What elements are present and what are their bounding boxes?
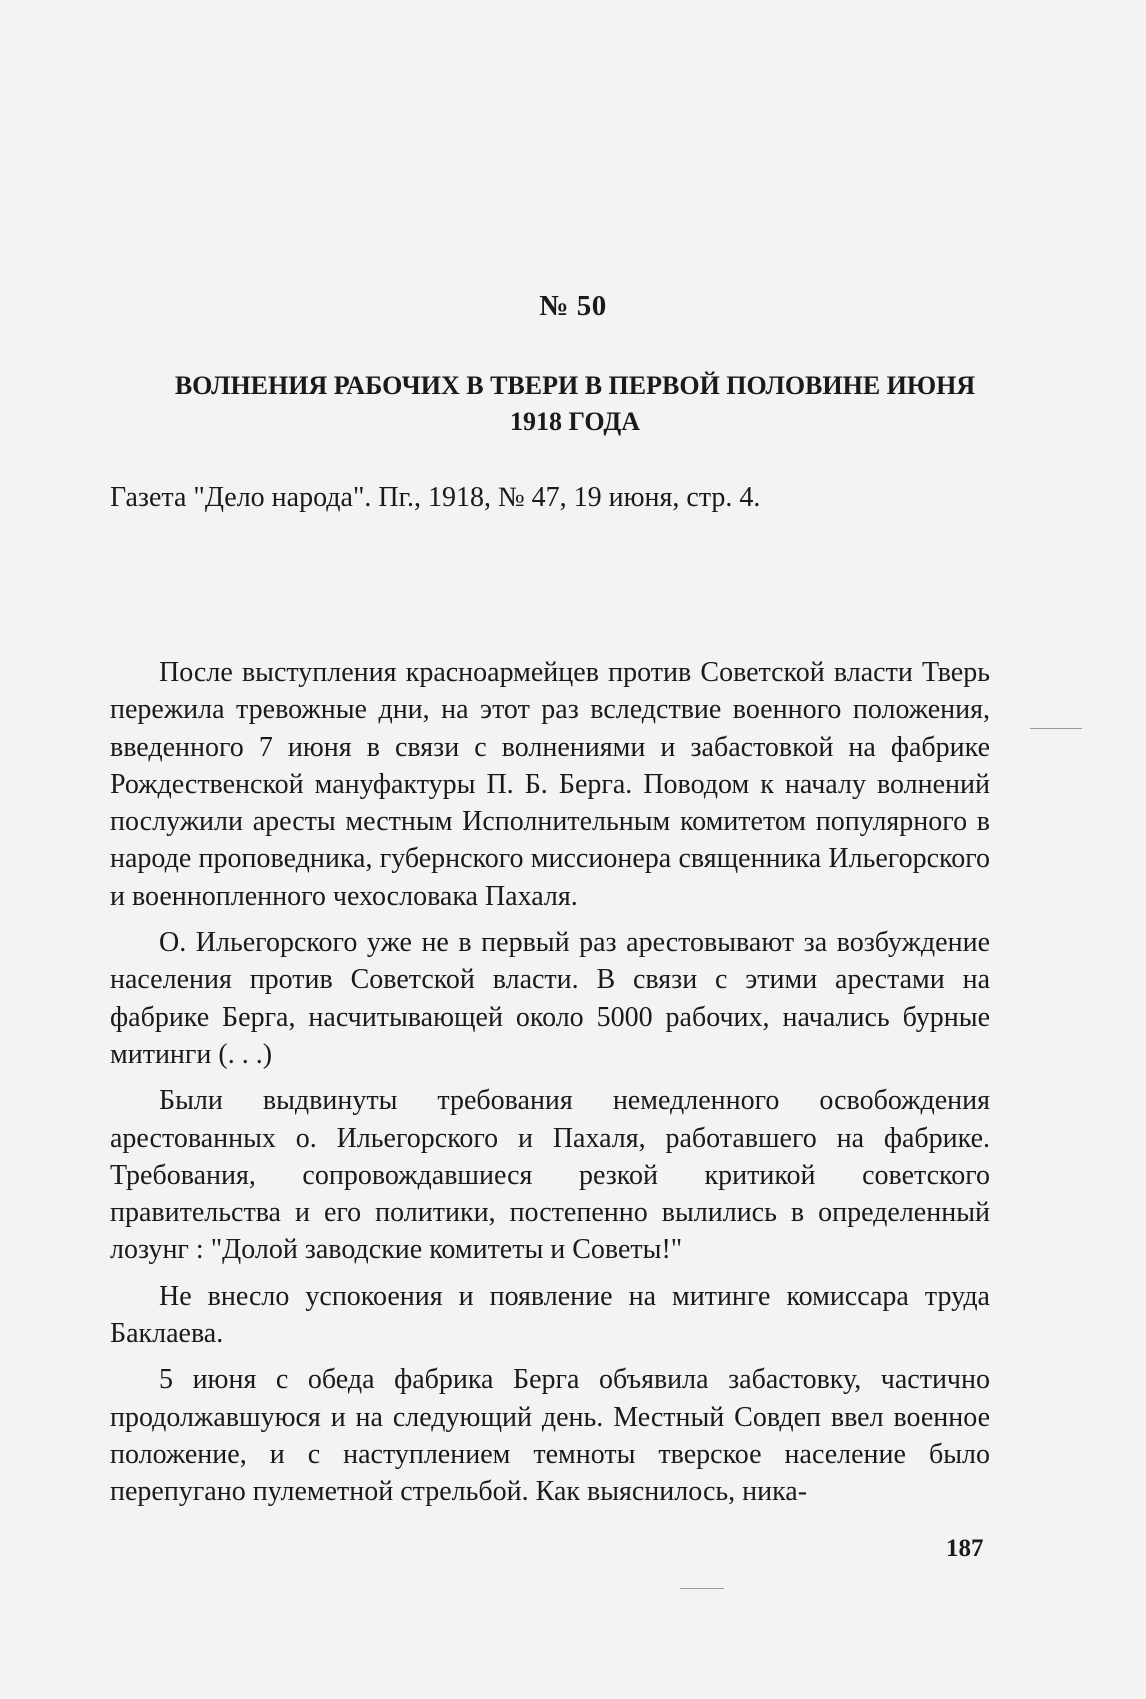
- document-source: Газета "Дело народа". Пг., 1918, № 47, 19 июня, стр. 4.: [110, 482, 761, 513]
- page-edge-mark: [1030, 728, 1082, 729]
- document-title: ВОЛНЕНИЯ РАБОЧИХ В ТВЕРИ В ПЕРВОЙ ПОЛОВИНЕ ИЮНЯ 1918 ГОДА: [174, 371, 976, 436]
- page-edge-mark: [680, 1588, 724, 1589]
- paragraph: Были выдвинуты требования немедленного освобождения арестованных о. Ильегорского и Пахаля, работавшего на фабрике. Требования, сопровождавшиеся резкой критикой советского правительства и его политики, постепенно вылились в определенный лозунг : "Долой заводские комитеты и Советы!": [110, 1085, 990, 1266]
- paragraph: После выступления красноармейцев против Советской власти Тверь пережила тревожные дни, на этот раз вследствие военного положения, введенного 7 июня в связи с волнениями и забастовкой на фабрике Рождественской мануфактуры П. Б. Берга. Поводом к началу волнений послужили аресты местным Исполнительным комитетом популярного в народе проповедника, губернского миссионера священника Ильегорского и военнопленного чехословака Пахаля.: [110, 657, 990, 912]
- page-number: 187: [946, 1535, 984, 1562]
- document-number: № 50: [539, 290, 607, 322]
- paragraph: Не внесло успокоения и появление на митинге комиссара труда Баклаева.: [110, 1280, 990, 1350]
- paragraph: 5 июня с обеда фабрика Берга объявила забастовку, частично продолжавшуюся и на следующий день. Местный Совдеп ввел военное положение, и с наступлением темноты тверское население было перепугано пулеметной стрельбой. Как выяснилось, ника-: [110, 1364, 990, 1508]
- paragraph: О. Ильегорского уже не в первый раз арестовывают за возбуждение населения против Советской власти. В связи с этими арестами на фабрике Берга, насчитывающей около 5000 рабочих, начались бурные митинги (. . .): [110, 927, 990, 1070]
- document-body: [110, 654, 990, 1520]
